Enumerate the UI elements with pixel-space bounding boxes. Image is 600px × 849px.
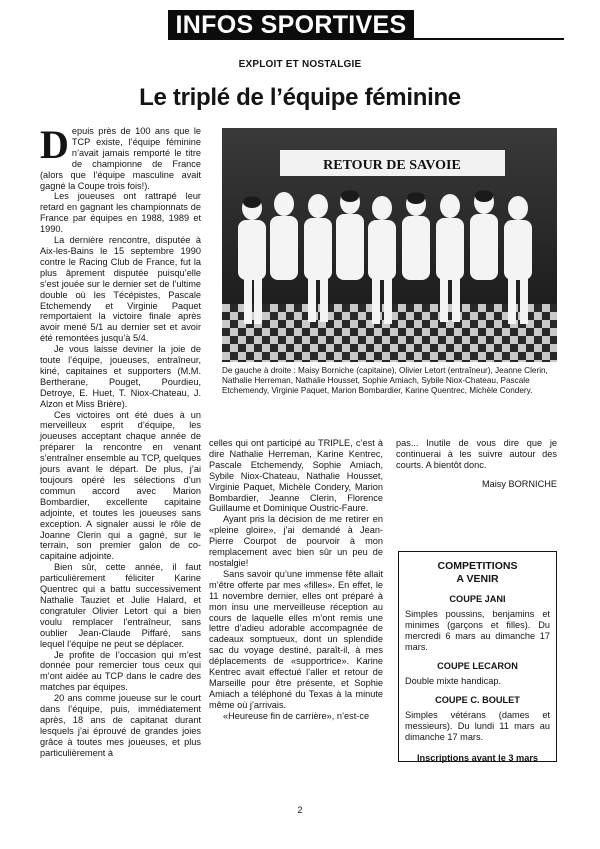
paragraph: La dernière rencontre, disputée à Aix-les-Bains le 15 septembre 1990 contre le Racing Club de France, fut la plus âprement disputée puisqu’elle s’est jouée sur le dernier set de l’ultime double où les Técépistes, Pascale Etchemendy et Virginie Paquet remportaient la victoire finale après avoir mené 5/1 au dernier set et avoir été remontées jusqu’à 5/4. [40, 235, 201, 344]
paragraph [40, 122, 201, 191]
competitions-subtitle: A VENIR [456, 573, 499, 585]
page-number: 2 [297, 805, 303, 815]
competition-name: COUPE C. BOULET [435, 695, 520, 705]
paragraph-text: epuis près de 100 ans que le TCP existe, l’équipe féminine n’avait jamais remporté le titre de championne de France (alors que l’équipe masculine avait gagné la Coupe trois fois!). [40, 126, 201, 191]
competition-item [405, 594, 550, 653]
paragraph: Ayant pris la décision de me retirer en «pleine gloire», j’ai demandé à Jean-Pierre Courpot de pourvoir à mon remplacement avec bien sûr un peu de nostalgie! [209, 514, 383, 568]
article-kicker: EXPLOIT ET NOSTALGIE [238, 59, 362, 70]
paragraph: Sans savoir qu’une immense fête allait m’être offerte par mes «filles». En effet, le 11 novembre dernier, elles ont préparé à mon insu une merveilleuse réception au cours de laquelle elles m’ont remis une lettre d’adieu adorable accompagnée de cadeaux somptueux, dont un splendide sac du voyage destiné, paraît-il, à mes déplacements de «supportrice». Karine Kentrec avait effectué l’aller et retour de Marseille pour être présente, et Sophie Amiach a téléphoné du Texas à la minute même où j’arrivais. [209, 568, 383, 710]
photo-banner-text: RETOUR DE SAVOIE [323, 158, 461, 173]
paragraph: Je vous laisse deviner la joie de toute l’équipe, joueuses, entraîneur, kiné, capitaines et supporters (M.M. Bertherane, Pouget, Pourdieu, Detroye, E. Huet, T. Niox-Chateau, J. Alzon et Miss Brière). [40, 344, 201, 409]
registration-deadline: Inscriptions avant le 3 mars [416, 753, 539, 763]
competition-details: Double mixte handicap. [405, 676, 502, 686]
dropcap: D [40, 122, 69, 167]
article-headline: Le triplé de l’équipe féminine [139, 84, 461, 111]
paragraph: pas... Inutile de vous dire que je continuerai à les suivre autour des courts. A bientôt donc. [396, 438, 557, 470]
author-signature: Maisy BORNICHE [481, 478, 557, 489]
competition-item [405, 661, 550, 687]
paragraph: Bien sûr, cette année, il faut particulièrement féliciter Karine Quentrec qui a battu successivement Nathalie Tauziet et Julie Halard, et congratuler Olivier Letort qui a bien voulu remplacer l’entraîneur, sans oublier Jean-Claude Piffaré, sans lequel l’équipe ne peut se déplacer. [40, 562, 201, 649]
team-photo-image [222, 128, 557, 362]
paragraph: 20 ans comme joueuse sur le court dans l’équipe, puis, immédiatement après, 18 ans de capitanat durant lesquels j’ai éprouvé de grandes joies grâce à toutes mes joueuses, et plus particulièrement à [40, 693, 201, 758]
team-photo [222, 128, 557, 362]
competition-details: Simples poussins, benjamins et minimes (garçons et filles). Du mercredi 6 mars au dimanche 17 mars. [405, 609, 550, 652]
article-column-2 [209, 438, 383, 722]
paragraph: Ces victoires ont été dues à un merveilleux esprit d’équipe, les joueuses acceptant chaque année de préparer la rencontre en venant s’entraîner ensemble au TCP, quelques jours avant le départ. De plus, j’ai toujours opéré les sélections d’un commun accord avec Marion Bombardier, excellente capitaine adjointe, et toutes les joueuses sans exception. A signaler aussi le rôle de Joanne Clerin qui a gagné, sur le terrain, son premier galon de co-capitaine adjointe. [40, 409, 201, 562]
article-column-3 [396, 438, 557, 490]
competitions-box [398, 551, 557, 762]
header-rule [414, 38, 564, 40]
competition-name: COUPE JANI [449, 594, 506, 604]
competition-name: COUPE LECARON [437, 661, 518, 671]
article-column-1 [40, 122, 201, 759]
competition-item [405, 695, 550, 743]
paragraph: celles qui ont participé au TRIPLE, c’est à dire Nathalie Herreman, Karine Kentrec, Pascale Etchemendy, Sophie Amiach, Sybile Niox-Chateau, Nathalie Housset, Virginie Paquet, Michèle Condery, Marion Bombardier, Jeanne Clerin, Florence Guillaume et Dominique Oustric-Faure. [209, 438, 383, 514]
section-title: INFOS SPORTIVES [168, 10, 414, 40]
paragraph: «Heureuse fin de carrière», n’est-ce [223, 710, 370, 721]
paragraph: Je profite de l’occasion qui m’est donnée pour remercier tous ceux qui m’ont aidée au TCP dans le cadre des matches par équipes. [40, 649, 201, 693]
paragraph: Les joueuses ont rattrapé leur retard en gagnant les championnats de France par équipes en 1988, 1989 et 1990. [40, 191, 201, 235]
competitions-title: COMPETITIONS [437, 560, 518, 572]
photo-caption: De gauche à droite : Maisy Borniche (capitaine), Olivier Letort (entraîneur), Jeanne Clerin, Nathalie Herreman, Nathalie Housset, Sophie Amiach, Sybile Niox-Chateau, Pascale Etchemendy, Virginie Paquet, Marion Bombardier, Karine Quentrec, Michèle Condery. [222, 366, 548, 395]
competition-details: Simples vétérans (dames et messieurs). Du lundi 11 mars au dimanche 17 mars. [405, 710, 550, 742]
